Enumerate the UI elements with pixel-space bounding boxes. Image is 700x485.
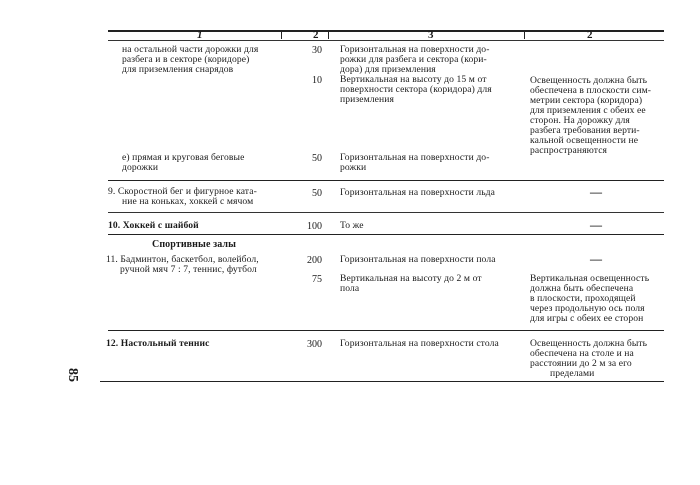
- row-name-line: на остальной части дорожки для: [122, 44, 259, 55]
- plane-line: Вертикальная на высоту до 15 м от: [340, 74, 487, 85]
- row-separator: [108, 234, 664, 235]
- plane-line: дора) для приземления: [340, 64, 436, 75]
- plane-line: рожки для разбега и сектора (кори-: [340, 54, 487, 65]
- row-name-line: 9. Скоростной бег и фигурное ката-: [108, 186, 257, 197]
- row-name-line: дорожки: [122, 162, 159, 173]
- plane-line: Горизонтальная на поверхности до-: [340, 152, 490, 163]
- note-dash: —: [590, 252, 602, 266]
- page-number: 85: [65, 368, 80, 382]
- note-line: обеспечена в плоскости сим-: [530, 85, 652, 96]
- note-line: Вертикальная освещенность: [530, 273, 650, 284]
- row-name-line: ние на коньках, хоккей с мячом: [122, 196, 254, 207]
- column-number-1: 1: [197, 29, 203, 41]
- plane-line: Горизонтальная на поверхности стола: [340, 338, 499, 349]
- row-name-line: 11. Бадминтон, баскетбол, волейбол,: [106, 254, 259, 265]
- plane-line: поверхности сектора (коридора) для: [340, 84, 492, 95]
- note-line: через продольную ось поля: [530, 303, 645, 314]
- illuminance-value: 10: [312, 75, 322, 86]
- row-separator: [108, 212, 664, 213]
- plane-line: Горизонтальная на поверхности пола: [340, 254, 496, 265]
- note-dash: —: [590, 218, 602, 232]
- note-line: Освещенность должна быть: [530, 338, 648, 349]
- note-line: Освещенность должна быть: [530, 75, 648, 86]
- row-name-line: разбега и в секторе (коридоре): [122, 54, 250, 65]
- note-line: пределами: [550, 368, 595, 379]
- plane-line: Горизонтальная на поверхности льда: [340, 187, 496, 198]
- header-bottom-rule: [108, 40, 664, 41]
- plane-line: рожки: [340, 162, 367, 173]
- illuminance-value: 200: [307, 255, 322, 266]
- plane-line: Вертикальная на высоту до 2 м от: [340, 273, 482, 284]
- row-separator: [108, 180, 664, 181]
- note-line: должна быть обеспечена: [530, 283, 634, 294]
- illuminance-value: 30: [312, 45, 322, 56]
- illuminance-value: 50: [312, 153, 322, 164]
- column-divider: [281, 30, 282, 39]
- column-number-2: 2: [313, 29, 319, 41]
- note-line: обеспечена на столе и на: [530, 348, 634, 359]
- note-dash: —: [590, 185, 602, 199]
- note-line: сторон. На дорожку для: [530, 115, 630, 126]
- row-separator: [108, 330, 664, 331]
- illuminance-value: 75: [312, 274, 322, 285]
- row-name-line: 10. Хоккей с шайбой: [108, 220, 199, 231]
- note-line: метрии сектора (коридора): [530, 95, 643, 106]
- note-line: для игры с обеих ее сторон: [530, 313, 644, 324]
- plane-line: пола: [340, 283, 360, 294]
- illuminance-value: 300: [307, 339, 322, 350]
- plane-line: приземления: [340, 94, 395, 105]
- row-name-line: для приземления снарядов: [122, 64, 234, 75]
- column-number-4: 2: [587, 29, 593, 41]
- note-line: разбега требования верти-: [530, 125, 640, 136]
- note-line: для приземления с обеих ее: [530, 105, 646, 116]
- row-name-line: е) прямая и круговая беговые: [122, 152, 245, 163]
- header-top-rule: [108, 30, 664, 32]
- illuminance-value: 100: [307, 221, 322, 232]
- column-divider: [524, 30, 525, 39]
- column-number-3: 3: [428, 29, 434, 41]
- note-line: расстоянии до 2 м за его: [530, 358, 632, 369]
- note-line: кальной освещенности не: [530, 135, 639, 146]
- plane-line: Горизонтальная на поверхности до-: [340, 44, 490, 55]
- note-line: распространяются: [530, 145, 608, 156]
- table-bottom-rule: [100, 381, 664, 382]
- section-header: Спортивные залы: [152, 239, 237, 250]
- column-divider: [328, 30, 329, 39]
- row-name-line: ручной мяч 7 : 7, теннис, футбол: [120, 264, 257, 275]
- row-name-line: 12. Настольный теннис: [106, 338, 210, 349]
- plane-line: То же: [340, 220, 364, 231]
- note-line: в плоскости, проходящей: [530, 293, 636, 304]
- illuminance-value: 50: [312, 188, 322, 199]
